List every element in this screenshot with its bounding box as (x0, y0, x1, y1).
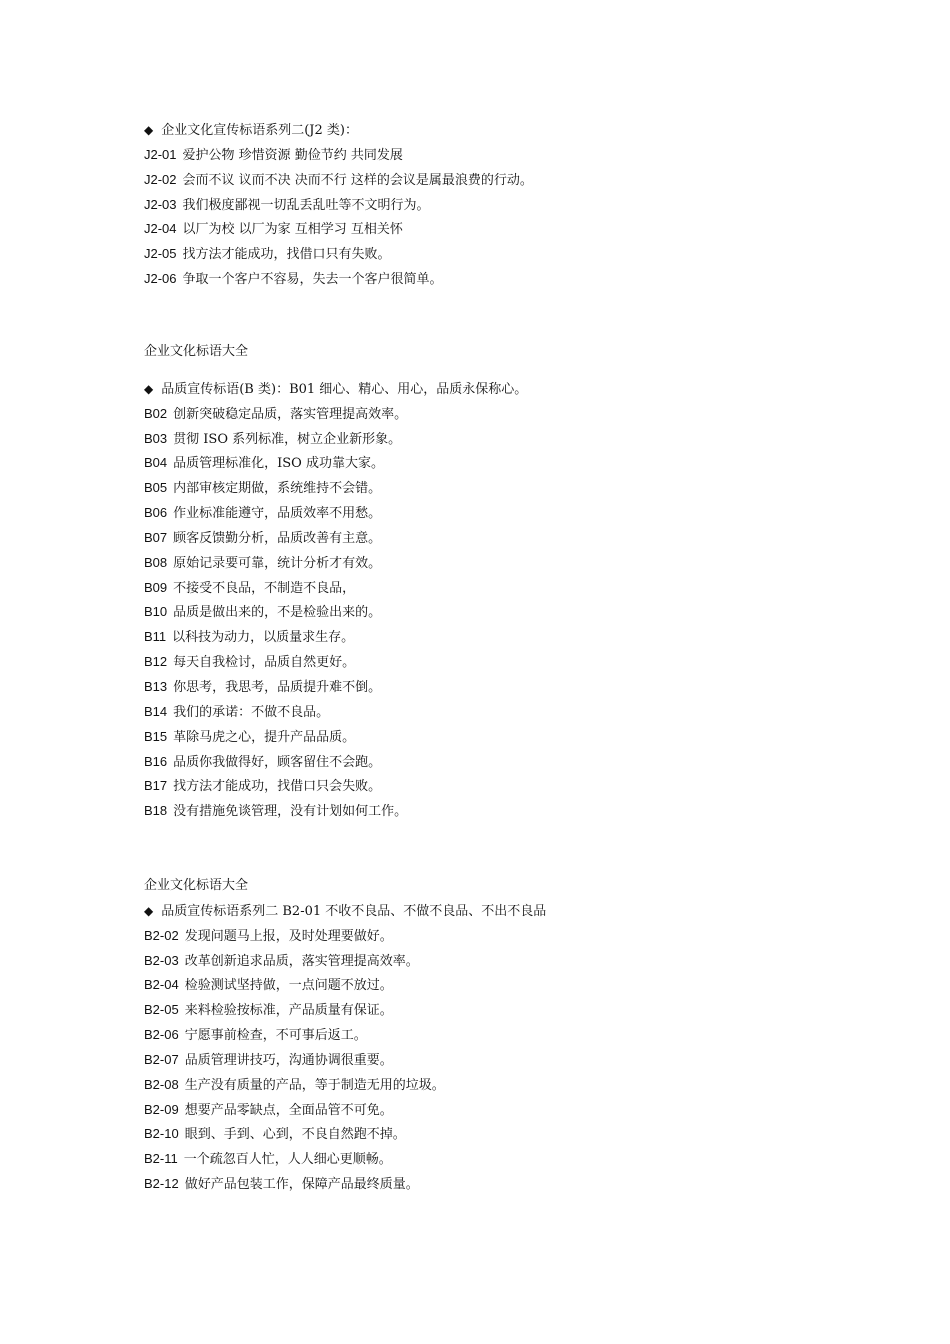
list-item (144, 242, 904, 267)
diamond-bullet-icon: ◆ (144, 903, 154, 918)
item-code: J2-01 (144, 146, 177, 162)
item-text: 品质你我做得好，顾客留住不会跑。 (173, 754, 382, 770)
list-item (144, 427, 904, 452)
list-item (144, 143, 904, 168)
item-text: 会而不议 议而不决 决而不行 这样的会议是属最浪费的行动。 (182, 172, 533, 188)
list-item (144, 675, 904, 700)
item-text: 以科技为动力，以质量求生存。 (172, 630, 355, 646)
item-code: B2-04 (144, 977, 179, 993)
item-text: 来料检验按标准，产品质量有保证。 (184, 1003, 393, 1019)
item-text: 以厂为校 以厂为家 互相学习 互相关怀 (182, 222, 403, 238)
list-item (144, 750, 904, 775)
item-code: B07 (144, 529, 168, 545)
list-item (144, 1172, 904, 1197)
item-text: 争取一个客户不容易，失去一个客户很简单。 (182, 272, 443, 288)
slogan-list (144, 143, 904, 292)
list-item (144, 973, 904, 998)
item-code: B05 (144, 480, 168, 496)
item-text: 品质是做出来的，不是检验出来的。 (173, 605, 382, 621)
list-item (144, 168, 904, 193)
list-item (144, 650, 904, 675)
list-item (144, 526, 904, 551)
item-code: B17 (144, 778, 168, 794)
list-item (144, 1048, 904, 1073)
item-text: 我们极度鄙视一切乱丢乱吐等不文明行为。 (182, 197, 430, 213)
item-text: 原始记录要可靠，统计分析才有效。 (173, 555, 382, 571)
section-title-line (144, 118, 904, 143)
item-code: B03 (144, 430, 168, 446)
list-item (144, 576, 904, 601)
item-code: B02 (144, 405, 168, 421)
list-item (144, 1073, 904, 1098)
item-code: B16 (144, 753, 168, 769)
item-code: B13 (144, 678, 168, 694)
list-item (144, 193, 904, 218)
section-heading: 企业文化标语大全 (144, 878, 249, 893)
list-item (144, 949, 904, 974)
section-b2-slogans (144, 874, 904, 1197)
item-text: 每天自我检讨，品质自然更好。 (173, 655, 356, 671)
item-code: J2-02 (144, 171, 177, 187)
list-item (144, 551, 904, 576)
list-item (144, 1098, 904, 1123)
item-text: 创新突破稳定品质，落实管理提高效率。 (173, 406, 408, 422)
item-text: 品质管理标准化，ISO 成功靠大家。 (173, 456, 384, 472)
slogan-list (144, 924, 904, 1197)
item-code: B10 (144, 604, 168, 620)
item-text: 贯彻 ISO 系列标准，树立企业新形象。 (173, 431, 402, 447)
item-text: 找方法才能成功，找借口只有失败。 (182, 247, 391, 263)
list-item (144, 725, 904, 750)
section-b-slogans (144, 340, 904, 824)
item-code: J2-05 (144, 246, 177, 262)
section-heading: 企业文化标语大全 (144, 344, 249, 359)
item-code: B15 (144, 728, 168, 744)
item-code: B18 (144, 803, 168, 819)
item-text: 生产没有质量的产品，等于制造无用的垃圾。 (184, 1077, 445, 1093)
item-code: B12 (144, 654, 168, 670)
item-text: 检验测试坚持做，一点问题不放过。 (184, 978, 393, 994)
section-j2-slogans (144, 118, 904, 292)
list-item (144, 625, 904, 650)
item-text: 你思考，我思考，品质提升难不倒。 (173, 679, 382, 695)
list-item (144, 774, 904, 799)
item-text: 品质管理讲技巧，沟通协调很重要。 (184, 1052, 393, 1068)
item-code: B2-12 (144, 1176, 179, 1192)
item-code: B2-08 (144, 1076, 179, 1092)
item-text: 革除马虎之心，提升产品品质。 (173, 729, 356, 745)
item-code: J2-06 (144, 271, 177, 287)
item-code: B2-09 (144, 1101, 179, 1117)
list-item (144, 700, 904, 725)
item-text: 想要产品零缺点，全面品管不可免。 (184, 1102, 393, 1118)
diamond-bullet-icon: ◆ (144, 123, 154, 137)
item-text: 一个疏忽百人忙，人人细心更顺畅。 (183, 1152, 392, 1168)
item-text: 作业标准能遵守，品质效率不用愁。 (173, 506, 382, 522)
item-text: 内部审核定期做，系统维持不会错。 (173, 481, 382, 497)
section-title: 品质宣传标语(B 类)：B01 细心、精心、用心，品质永保称心。 (161, 381, 528, 397)
item-code: B08 (144, 554, 168, 570)
list-item (144, 267, 904, 292)
list-item (144, 924, 904, 949)
section-title: 企业文化宣传标语系列二(J2 类)： (161, 123, 358, 138)
item-code: B2-07 (144, 1051, 179, 1067)
item-text: 爱护公物 珍惜资源 勤俭节约 共同发展 (182, 147, 403, 163)
item-code: B2-11 (144, 1151, 178, 1167)
item-text: 发现问题马上报，及时处理要做好。 (184, 928, 393, 944)
section-title-line (144, 377, 904, 402)
list-item (144, 799, 904, 824)
section-title-line (144, 899, 904, 924)
list-item (144, 451, 904, 476)
list-item (144, 600, 904, 625)
item-text: 没有措施免谈管理，没有计划如何工作。 (173, 804, 408, 820)
list-item (144, 1147, 904, 1172)
item-code: B06 (144, 505, 168, 521)
item-text: 改革创新追求品质，落实管理提高效率。 (184, 953, 419, 969)
list-item (144, 476, 904, 501)
item-code: B2-05 (144, 1002, 179, 1018)
list-item (144, 998, 904, 1023)
item-text: 顾客反馈勤分析，品质改善有主意。 (173, 530, 382, 546)
list-item (144, 501, 904, 526)
item-code: J2-03 (144, 196, 177, 212)
item-code: B2-03 (144, 952, 179, 968)
list-item (144, 402, 904, 427)
item-text: 眼到、手到、心到，不良自然跑不掉。 (184, 1127, 406, 1143)
item-code: B09 (144, 579, 168, 595)
item-code: B11 (144, 629, 167, 645)
item-code: B14 (144, 703, 168, 719)
item-text: 我们的承诺：不做不良品。 (173, 704, 330, 720)
list-item (144, 1023, 904, 1048)
item-code: B2-06 (144, 1027, 179, 1043)
item-text: 找方法才能成功，找借口只会失败。 (173, 779, 382, 795)
item-code: B2-10 (144, 1126, 179, 1142)
item-code: B2-02 (144, 927, 179, 943)
item-code: B04 (144, 455, 168, 471)
item-text: 宁愿事前检查，不可事后返工。 (184, 1028, 367, 1044)
section-title: 品质宣传标语系列二 B2-01 不收不良品、不做不良品、不出不良品 (161, 903, 547, 919)
item-text: 做好产品包装工作，保障产品最终质量。 (184, 1177, 419, 1193)
list-item (144, 217, 904, 242)
slogan-list (144, 402, 904, 824)
item-code: J2-04 (144, 221, 177, 237)
diamond-bullet-icon: ◆ (144, 381, 154, 396)
item-text: 不接受不良品，不制造不良品， (173, 580, 356, 596)
list-item (144, 1122, 904, 1147)
